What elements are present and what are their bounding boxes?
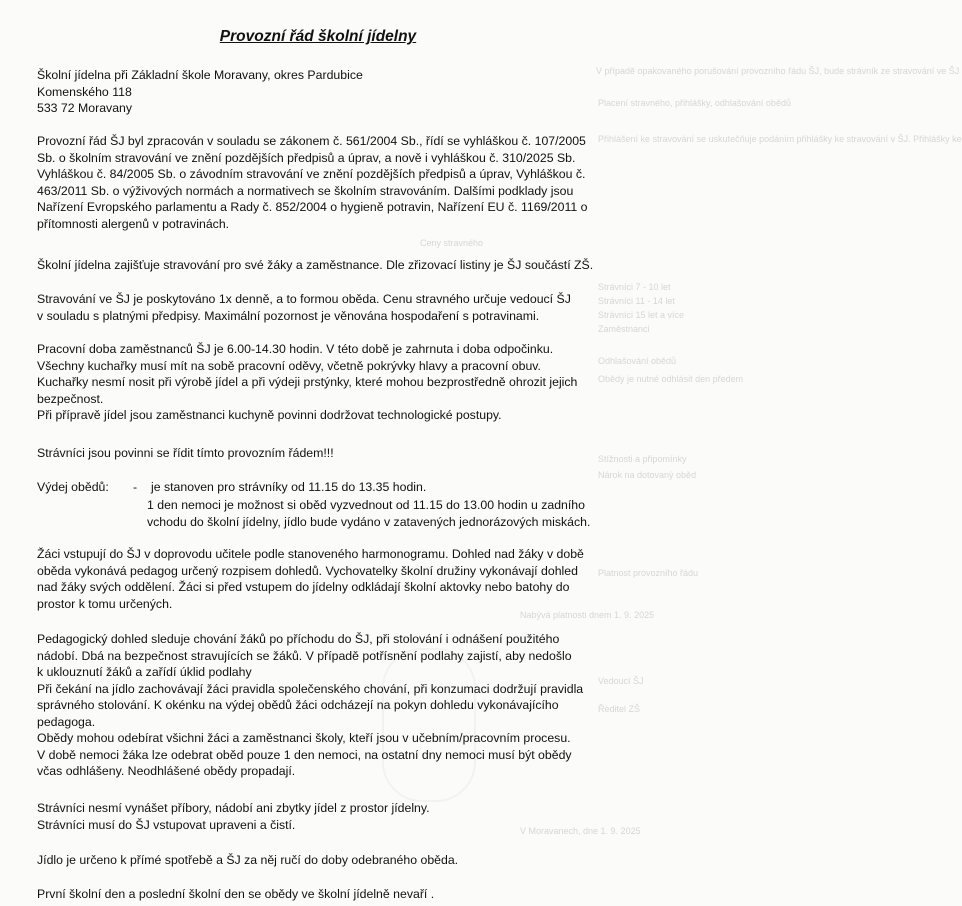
paragraph-supervision bbox=[37, 631, 607, 780]
paragraph-line: Vyhláškou č. 84/2005 Sb. o závodním stravování ve znění pozdějších předpisů a úprav, Vyhláškou č. bbox=[37, 167, 586, 181]
paragraph-meals bbox=[37, 291, 607, 324]
paragraph-line: nad žáky svých oddělení. Žáci si před vstupem do jídelny odkládají školní aktovky nebo batohy do bbox=[37, 580, 570, 594]
paragraph-line: Kuchařky nesmí nosit při výrobě jídel a při výdeji prstýnky, které mohou bezprostředně ohrozit jejich bbox=[37, 375, 578, 389]
bleed-through-3: Přihlášení ke stravování se uskutečňuje podáním přihlášky ke stravování v ŠJ. Přihlášky ke bbox=[598, 134, 962, 144]
paragraph-line: včas odhlášeny. Neodhlášené obědy propadají. bbox=[37, 764, 296, 778]
address-block bbox=[37, 67, 607, 117]
bleed-through-9: Odhlašování obědů bbox=[598, 356, 677, 366]
bleed-through-2: Placení stravného, přihlášky, odhlašování obědů bbox=[598, 98, 791, 108]
paragraph-line: Pedagogický dohled sleduje chování žáků po příchodu do ŠJ, při stolování i odnášení použitého bbox=[37, 632, 560, 646]
paragraph-line: Školní jídelna zajišťuje stravování pro své žáky a zaměstnance. Dle zřizovací listiny je ŠJ součástí ZŠ. bbox=[37, 258, 594, 272]
paragraph-line: k uklouznutí žáků a zařídí úklid podlahy bbox=[37, 665, 252, 679]
address-line: Komenského 118 bbox=[37, 84, 132, 99]
paragraph-line: Všechny kuchařky musí mít na sobě pracovní oděvy, včetně pokrývky hlavy a pracovní obuv. bbox=[37, 358, 541, 373]
serving-item-2-line: 1 den nemoci je možnost si oběd vyzvednout od 11.15 do 13.00 hodin u zadního bbox=[147, 498, 585, 512]
paragraph-line: Strávníci nesmí vynášet příbory, nádobí ani zbytky jídel z prostor jídelny. bbox=[37, 801, 430, 815]
bleed-through-14: Nabývá platnosti dnem 1. 9. 2025 bbox=[520, 610, 655, 620]
paragraph-line: oběda vykonává pedagog určený rozpisem dohledů. Vychovatelky školní družiny vykonávají dohled bbox=[37, 563, 578, 578]
paragraph-line: Jídlo je určeno k přímé spotřebě a ŠJ za něj ručí do doby odebraného oběda. bbox=[37, 853, 459, 867]
paragraph-line: Sb. o školním stravování ve znění pozdějších předpisů a úprav, a nově i vyhláškou č. 310/2025 Sb. bbox=[37, 150, 576, 165]
serving-item-1: je stanoven pro strávníky od 11.15 do 13.35 hodin. bbox=[151, 480, 427, 494]
paragraph-line: Při přípravě jídel jsou zaměstnanci kuchyně povinni dodržovat technologické postupy. bbox=[37, 408, 502, 422]
paragraph-line: Žáci vstupují do ŠJ v doprovodu učitele podle stanoveného harmonogramu. Dohled nad žáky v době bbox=[37, 547, 584, 561]
document-title: Provozní řád školní jídelny bbox=[219, 28, 417, 45]
bleed-through-5: Strávníci 7 - 10 let bbox=[598, 282, 671, 292]
serving-dash: - bbox=[133, 480, 138, 494]
bleed-through-7: Strávníci 15 let a více bbox=[598, 310, 685, 320]
paragraph-line: Strávníci jsou povinni se řídit tímto provozním řádem!!! bbox=[37, 446, 334, 460]
paragraph-line: Provozní řád ŠJ byl zpracován v souladu se zákonem č. 561/2004 Sb., řídí se vyhláškou č. 107/2005 bbox=[37, 134, 586, 148]
paragraph-line: Při čekání na jídlo zachovávají žáci pravidla společenského chování, při konzumaci dodržují pravidla bbox=[37, 681, 584, 696]
bleed-through-8: Zaměstnanci bbox=[598, 324, 650, 334]
paragraph-line: pedagoga. bbox=[37, 714, 96, 729]
paragraph-line: přítomnosti alergenů v potravinách. bbox=[37, 216, 230, 231]
paragraph-line: nádobí. Dbá na bezpečnost stravujících se žáků. V případě potřísnění podlahy zajistí, aby nedošlo bbox=[37, 648, 572, 663]
paragraph-line: v souladu s platnými předpisy. Maximální pozornost je věnována hospodaření s potravinami. bbox=[37, 308, 540, 323]
address-line: 533 72 Moravany bbox=[37, 101, 133, 115]
bleed-through-6: Strávníci 11 - 14 let bbox=[598, 296, 675, 306]
bleed-through-17: V Moravanech, dne 1. 9. 2025 bbox=[520, 826, 641, 836]
paragraph-staff bbox=[37, 341, 607, 424]
paragraph-line: 463/2011 Sb. o výživových normách a normativech se školním stravováním. Dalšími podklady jsou bbox=[37, 183, 574, 198]
paragraph-line: bezpečnost. bbox=[37, 391, 104, 406]
bleed-through-10: Obědy je nutné odhlásit den předem bbox=[598, 374, 744, 384]
paragraph-obey bbox=[37, 445, 607, 462]
paragraph-line: Pracovní doba zaměstnanců ŠJ je 6.00-14.30 hodin. V této době je zahrnuta i doba odpočinku. bbox=[37, 342, 554, 356]
bleed-through-12: Nárok na dotovaný oběd bbox=[598, 470, 697, 480]
paragraph-scope bbox=[37, 257, 607, 274]
serving-label: Výdej obědů: bbox=[37, 480, 109, 494]
paragraph-line: Obědy mohou odebírat všichni žáci a zaměstnanci školy, kteří jsou v učebním/pracovním procesu. bbox=[37, 731, 571, 745]
paragraph-line: Nařízení Evropského parlamentu a Rady č. 852/2004 o hygieně potravin, Nařízení EU č. 1169/2011 o bbox=[37, 200, 588, 214]
bleed-through-15: Vedoucí ŠJ bbox=[598, 676, 644, 686]
paragraph-line: První školní den a poslední školní den se obědy ve školní jídelně nevaří . bbox=[37, 887, 435, 901]
paragraph-rules bbox=[37, 800, 607, 833]
paragraph-legal-basis bbox=[37, 133, 607, 232]
bleed-through-16: Ředitel ZŠ bbox=[598, 704, 641, 714]
paragraph-line: V době nemoci žáka lze odebrat oběd pouze 1 den nemoci, na ostatní dny nemoci musí být obědy bbox=[37, 747, 572, 762]
bleed-through-1: V případě opakovaného porušování provozního řádu ŠJ, bude strávník ze stravování ve ŠJ bbox=[596, 66, 960, 76]
paragraph-last-day bbox=[37, 886, 607, 903]
paragraph-pupils bbox=[37, 546, 607, 612]
paragraph-line: Strávníci musí do ŠJ vstupovat upraveni a čistí. bbox=[37, 817, 296, 832]
address-line: Školní jídelna při Základní škole Moravany, okres Pardubice bbox=[37, 68, 363, 82]
paragraph-line: prostor k tomu určených. bbox=[37, 596, 173, 611]
bleed-through-4: Ceny stravného bbox=[420, 238, 484, 248]
serving-item-2-line: vchodu do školní jídelny, jídlo bude vydáno v zatavených jednorázových miskách. bbox=[147, 515, 591, 529]
bleed-through-13: Platnost provozního řádu bbox=[598, 568, 699, 578]
paragraph-line: Stravování ve ŠJ je poskytováno 1x denně, a to formou oběda. Cenu stravného určuje vedoucí ŠJ bbox=[37, 292, 571, 306]
bleed-through-11: Stížnosti a připomínky bbox=[598, 454, 687, 464]
paragraph-line: správného stolování. K okénku na výdej obědů žáci odcházejí na pokyn dohledu vykonávajícího bbox=[37, 698, 559, 712]
paragraph-food bbox=[37, 852, 607, 869]
